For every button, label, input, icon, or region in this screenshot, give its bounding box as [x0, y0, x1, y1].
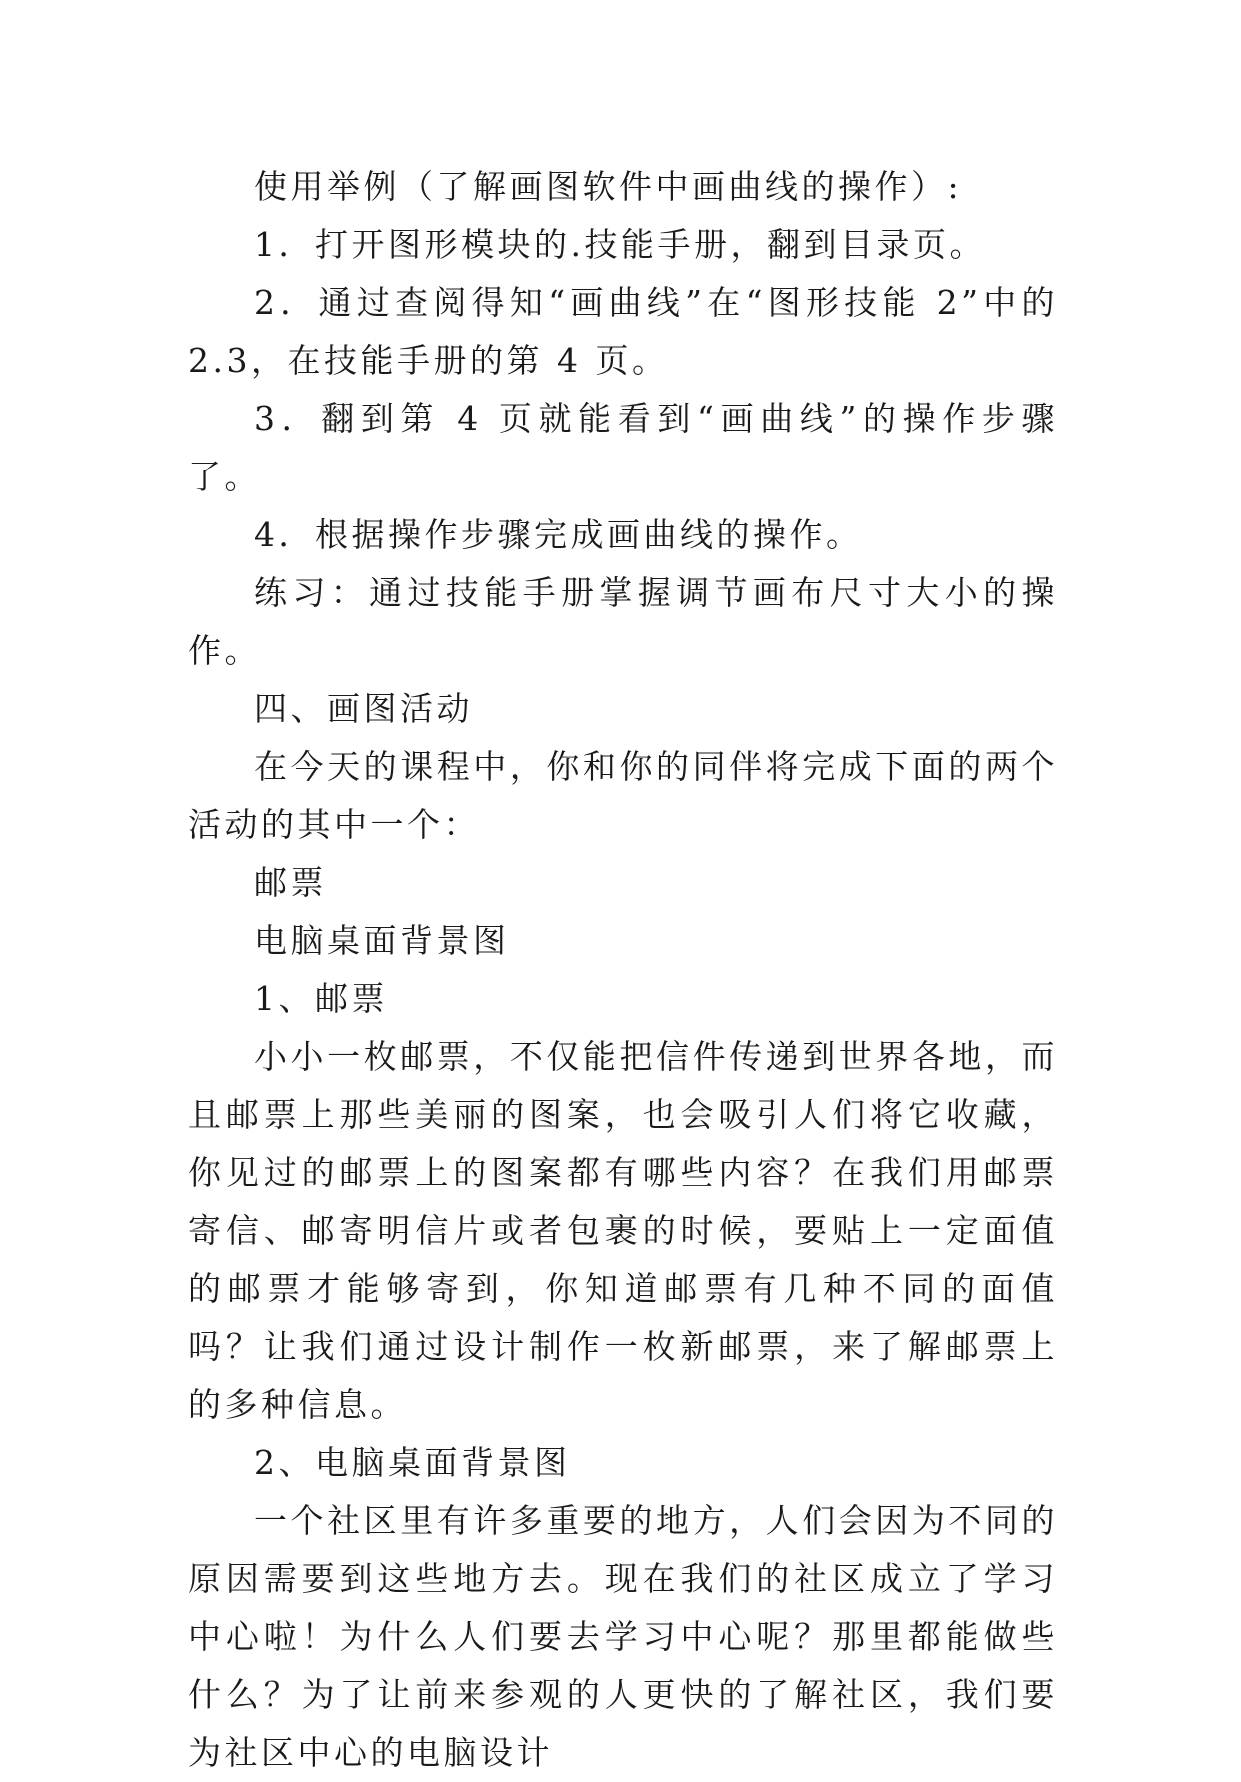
paragraph-practice: 练习：通过技能手册掌握调节画布尺寸大小的操作。 [188, 573, 1058, 670]
activity-option-wallpaper: 电脑桌面背景图 [254, 921, 510, 960]
paragraph-step-1: 1．打开图形模块的.技能手册，翻到目录页。 [254, 225, 986, 264]
section-heading-drawing-activity: 四、画图活动 [254, 689, 473, 728]
activity-option-stamp: 邮票 [254, 863, 327, 902]
document-body [188, 158, 1058, 1782]
paragraph-wallpaper-description: 一个社区里有许多重要的地方，人们会因为不同的原因需要到这些地方去。现在我们的社区成立了学习中心啦！为什么人们要去学习中心呢？那里都能做些什么？为了让前来参观的人更快的了解社区，我们要为社区中心的电脑设计 [188, 1501, 1058, 1772]
paragraph-activity-intro: 在今天的课程中，你和你的同伴将完成下面的两个活动的其中一个： [188, 747, 1058, 844]
subheading-stamp: 1、邮票 [254, 979, 388, 1018]
paragraph-usage-example: 使用举例（了解画图软件中画曲线的操作）: [254, 167, 963, 206]
subheading-wallpaper: 2、电脑桌面背景图 [254, 1443, 571, 1482]
paragraph-stamp-description: 小小一枚邮票，不仅能把信件传递到世界各地，而且邮票上那些美丽的图案，也会吸引人们将它收藏，你见过的邮票上的图案都有哪些内容？在我们用邮票寄信、邮寄明信片或者包裹的时候，要贴上一定面值的邮票才能够寄到，你知道邮票有几种不同的面值吗？让我们通过设计制作一枚新邮票，来了解邮票上的多种信息。 [188, 1037, 1058, 1424]
paragraph-step-2: 2．通过查阅得知“画曲线”在“图形技能 2”中的 2.3，在技能手册的第 4 页。 [188, 283, 1058, 380]
paragraph-step-4: 4．根据操作步骤完成画曲线的操作。 [254, 515, 863, 554]
paragraph-step-3: 3．翻到第 4 页就能看到“画曲线”的操作步骤了。 [188, 399, 1058, 496]
